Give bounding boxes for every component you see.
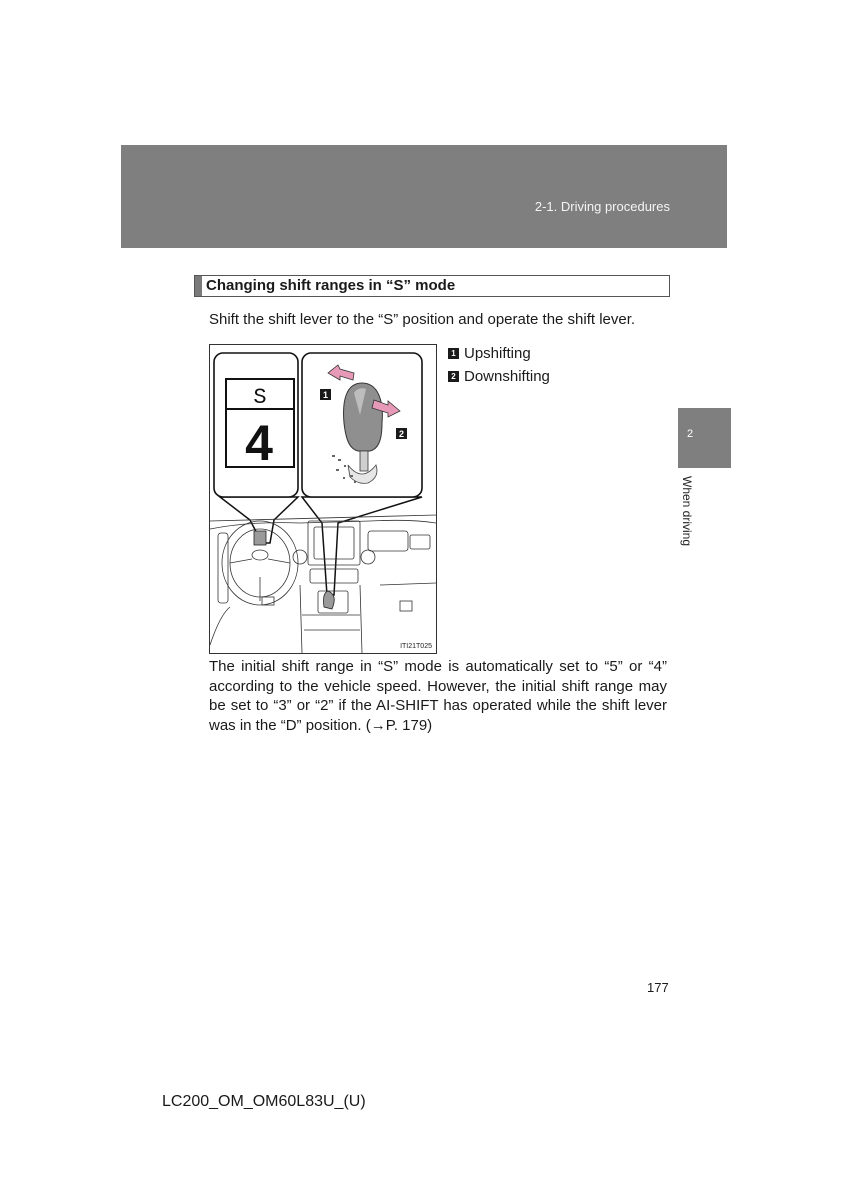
dash-display-highlight xyxy=(254,531,266,545)
shift-lever-illustration xyxy=(209,344,437,654)
legend-label: Upshifting xyxy=(464,345,531,362)
heading-text: Changing shift ranges in “S” mode xyxy=(206,277,456,294)
lever-callout-pointer xyxy=(302,497,422,595)
legend-label: Downshifting xyxy=(464,368,550,385)
legend-number: 1 xyxy=(448,348,459,359)
illustration-svg xyxy=(210,345,436,653)
figure-legend xyxy=(448,342,550,388)
intro-text: Shift the shift lever to the “S” position and operate the shift lever. xyxy=(209,311,636,328)
indicator-gear: 4 xyxy=(245,415,273,471)
section-heading xyxy=(194,275,670,297)
page-number: 177 xyxy=(647,980,669,995)
chapter-label-text: When driving xyxy=(680,476,694,547)
section-title: 2-1. Driving procedures xyxy=(534,199,670,214)
heading-marker xyxy=(195,276,202,296)
chapter-tab xyxy=(678,408,731,468)
legend-item xyxy=(448,365,550,388)
footer-code: LC200_OM_OM60L83U_(U) xyxy=(162,1093,366,1110)
figure-code: ITI21T025 xyxy=(400,643,432,650)
chapter-label xyxy=(680,476,696,556)
callout-1-label: 1 xyxy=(322,390,329,400)
callout-2-label: 2 xyxy=(398,429,405,439)
chapter-number: 2 xyxy=(687,428,694,440)
body-paragraph: The initial shift range in “S” mode is automatically set to “5” or “4” according to the vehicle speed. However, the initial shift range may be set to “3” or “2” if the AI-SHIFT has operated while the shift lever was in the “D” position. (→P. 179) xyxy=(209,658,667,734)
header-band xyxy=(121,145,727,248)
indicator-mode: S xyxy=(253,385,267,410)
legend-item xyxy=(448,342,550,365)
legend-number: 2 xyxy=(448,371,459,382)
lever-shaft xyxy=(360,451,368,471)
